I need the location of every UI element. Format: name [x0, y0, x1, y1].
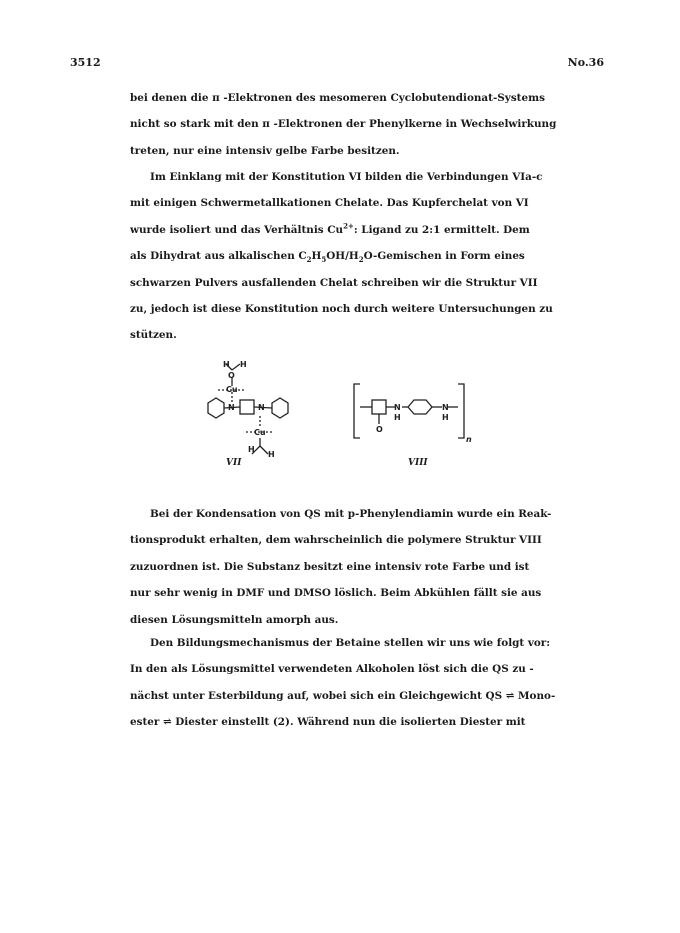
text-line: Den Bildungsmechanismus der Betaine stellen wir uns wie folgt vor:	[150, 637, 551, 649]
svg-text:N: N	[258, 403, 265, 412]
text-line: zu, jedoch ist diese Konstitution noch durch weitere Untersuchungen zu	[130, 303, 553, 316]
text-line: Im Einklang mit der Konstitution VI bilden die Verbindungen VIa-c	[150, 171, 543, 183]
svg-text:H: H	[442, 413, 449, 422]
svg-text:H: H	[248, 445, 255, 454]
text-line: nächst unter Esterbildung auf, wobei sich ein Gleichgewicht QS ⇌ Mono-	[130, 689, 556, 702]
svg-text:N: N	[228, 403, 235, 412]
paragraph-3	[130, 501, 552, 633]
svg-text:Cu: Cu	[226, 385, 238, 394]
svg-text:H: H	[394, 413, 401, 422]
text-line: In den als Lösungsmittel verwendeten Alkoholen löst sich die QS zu -	[130, 663, 534, 676]
text-line: bei denen die π -Elektronen des mesomeren Cyclobutendionat-Systems	[130, 92, 545, 104]
text-line: nicht so stark mit den π -Elektronen der Phenylkerne in Wechselwirkung	[130, 118, 557, 131]
structure-vii-diagram	[188, 360, 308, 460]
text-line: tionsprodukt erhalten, dem wahrscheinlich die polymere Struktur VIII	[130, 534, 542, 547]
structure-viii-label: VIII	[408, 458, 428, 468]
svg-text:O: O	[228, 371, 235, 380]
paragraph-4	[130, 630, 556, 736]
text-line: nur sehr wenig in DMF und DMSO löslich. Beim Abkühlen fällt sie aus	[130, 587, 542, 600]
text-line: schwarzen Pulvers ausfallenden Chelat schreiben wir die Struktur VII	[130, 276, 538, 289]
text-line: mit einigen Schwermetallkationen Chelate. Das Kupferchelat von VI	[130, 197, 529, 210]
svg-text:N: N	[442, 403, 449, 412]
structure-viii-diagram	[350, 382, 490, 444]
svg-text:n: n	[466, 435, 472, 444]
text-line: wurde isoliert und das Verhältnis $Cu^{2+}$: Ligand zu 2:1 ermittelt. Dem	[130, 221, 530, 236]
svg-text:H: H	[223, 360, 230, 369]
svg-text:H: H	[268, 450, 275, 459]
text-line: diesen Lösungsmitteln amorph aus.	[130, 613, 339, 626]
svg-text:Cu: Cu	[254, 428, 266, 437]
structure-vii-label: VII	[226, 458, 242, 468]
paragraph-2	[130, 164, 553, 349]
text-line: treten, nur eine intensiv gelbe Farbe besitzen.	[130, 144, 400, 157]
journal-number: No.36	[567, 56, 604, 69]
text-line: als Dihydrat aus alkalischen $C_2H_5OH/H_2O$-Gemischen in Form eines	[130, 250, 525, 265]
page-number: 3512	[70, 56, 101, 69]
text-line: zuzuordnen ist. Die Substanz besitzt eine intensiv rote Farbe und ist	[130, 560, 530, 573]
svg-text:N: N	[394, 403, 401, 412]
svg-text:O: O	[376, 425, 383, 434]
svg-text:H: H	[240, 360, 247, 369]
text-line: stützen.	[130, 329, 177, 342]
paragraph-1	[130, 85, 557, 164]
text-line: Bei der Kondensation von QS mit p-Phenylendiamin wurde ein Reak-	[150, 508, 552, 520]
text-line: ester ⇌ Diester einstellt (2). Während nun die isolierten Diester mit	[130, 716, 526, 729]
